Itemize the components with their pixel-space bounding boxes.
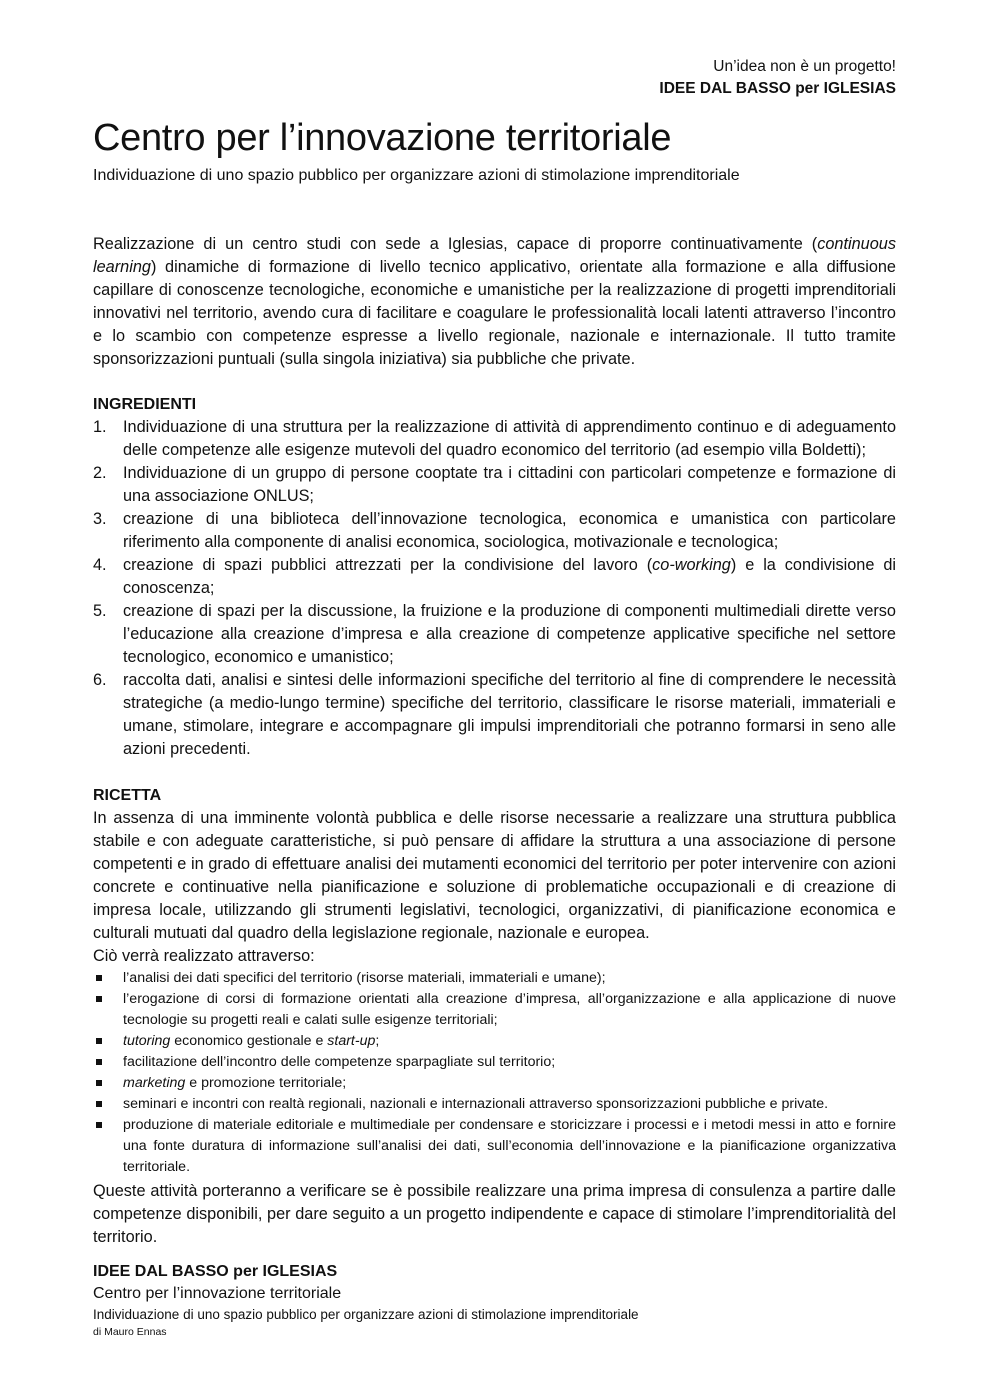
list-text: facilitazione dell’incontro delle competenze sparpagliate sul territorio; — [123, 1054, 556, 1070]
list-text: ; — [375, 1033, 380, 1049]
list-item — [93, 1052, 896, 1073]
page-footer — [93, 1261, 639, 1339]
list-text: produzione di materiale editoriale e multimediale per condensare e storicizzare i processi e i metodi messi in atto e fornire una fonte duratura di informazione sull’analisi dei dati, sull’economia dell’innovazione e la pianificazione organizzativa territoriale. — [123, 1117, 896, 1175]
list-text: creazione di spazi per la discussione, la fruizione e la produzione di componenti multimediali dirette verso l’educazione alla creazione d’impresa e alla creazione di competenze applicative specifiche nel settore tecnologico, economico e umanistico; — [123, 602, 896, 666]
footer-series: IDEE DAL BASSO per IGLESIAS — [93, 1263, 338, 1280]
list-item — [93, 508, 896, 554]
intro-text-a: Realizzazione di un centro studi con sede a Iglesias, capace di proporre continuativamente ( — [93, 235, 818, 253]
list-item — [93, 968, 896, 989]
list-number: 6. — [93, 671, 107, 689]
square-bullet-icon — [96, 1122, 102, 1128]
footer-title: Centro per l’innovazione territoriale — [93, 1285, 342, 1302]
square-bullet-icon — [96, 975, 102, 981]
list-item — [93, 1115, 896, 1178]
list-item — [93, 1073, 896, 1094]
list-text: creazione di spazi pubblici attrezzati per la condivisione del lavoro ( — [123, 556, 653, 574]
intro-text-b: ) dinamiche di formazione di livello tecnico applicativo, orientate alla formazione e alla diffusione capillare di conoscenze tecnologiche, economiche e umanistiche per la realizzazione di progetti imprenditoriali innovativi nel territorio, avendo cura di facilitare e coagulare le professionalità locali latenti attraverso l’incontro e lo scambio con competenze espresse a livello regionale, nazionale e internazionale. Il tutto tramite sponsorizzazioni puntuali (sulla singola iniziativa) sia pubbliche che private. — [93, 258, 896, 368]
square-bullet-icon — [96, 1080, 102, 1086]
ricetta-heading: RICETTA — [93, 787, 162, 804]
square-bullet-icon — [96, 1059, 102, 1065]
list-text: l’analisi dei dati specifici del territorio (risorse materiali, immateriali e umane); — [123, 970, 606, 986]
ingredienti-list — [93, 416, 896, 761]
list-item — [93, 554, 896, 600]
intro-italic: continuous learning — [93, 235, 896, 276]
document-title: Centro per l’innovazione territoriale — [93, 117, 672, 159]
list-text: Individuazione di un gruppo di persone cooptate tra i cittadini con particolari competenze e formazione di una associazione ONLUS; — [123, 464, 896, 505]
list-text: Individuazione di una struttura per la realizzazione di attività di apprendimento continuo e di adeguamento delle competenze alle esigenze mutevoli del quadro economico del territorio (ad esempio villa Boldetti); — [123, 418, 896, 459]
square-bullet-icon — [96, 1101, 102, 1107]
intro-paragraph — [93, 233, 896, 371]
header-tagline: Un’idea non è un progetto! — [713, 58, 896, 75]
square-bullet-icon — [96, 996, 102, 1002]
list-number: 5. — [93, 602, 107, 620]
list-text: l’erogazione di corsi di formazione orientati alla creazione d’impresa, all’organizzazione e alla applicazione di nuove tecnologie su progetti reali e calati sulle esigenze territoriali; — [123, 991, 896, 1028]
ricetta-lead: Ciò verrà realizzato attraverso: — [93, 947, 315, 965]
list-text-italic: start-up — [327, 1033, 376, 1049]
ricetta-paragraph: In assenza di una imminente volontà pubblica e delle risorse necessarie a realizzare una struttura pubblica stabile e con adeguate caratteristiche, si può pensare di affidare la struttura a una associazione di persone competenti e in grado di effettuare analisi dei mutamenti economici del territorio per poter intervenire con azioni concrete e continuative nella pianificazione e soluzione di problematiche occupazionali e di creazione di impresa locale, utilizzando gli strumenti legislativi, tecnologici, organizzativi, di pianificazione economica e culturali mutuati dal quadro della legislazione regionale, nazionale e europea. — [93, 809, 896, 942]
page-header — [659, 56, 896, 100]
ingredienti-heading: INGREDIENTI — [93, 396, 197, 413]
list-text: raccolta dati, analisi e sintesi delle informazioni specifiche del territorio al fine di comprendere le necessità strategiche (a medio-lungo termine) specifiche del territorio, classificare le risorse materiali, immateriali e umane, stimolare, integrare e accompagnare gli impulsi imprenditoriali che potranno formarsi in seno alle azioni precedenti. — [123, 671, 896, 758]
list-item — [93, 669, 896, 761]
list-item — [93, 1031, 896, 1052]
list-text-italic: marketing — [123, 1075, 186, 1091]
list-number: 3. — [93, 510, 107, 528]
square-bullet-icon — [96, 1038, 102, 1044]
list-text: economico gestionale e — [170, 1033, 328, 1049]
ricetta-bullet-list — [93, 968, 896, 1178]
list-text: seminari e incontri con realtà regionali, nazionali e internazionali attraverso sponsorizzazioni pubbliche e private. — [123, 1096, 829, 1112]
list-text-italic: co-working — [652, 556, 731, 574]
list-item — [93, 462, 896, 508]
list-number: 4. — [93, 556, 107, 574]
header-series: IDEE DAL BASSO per IGLESIAS — [659, 80, 896, 97]
list-number: 1. — [93, 418, 107, 436]
list-item — [93, 1094, 896, 1115]
list-text-italic: tutoring — [123, 1033, 171, 1049]
closing-paragraph: Queste attività porteranno a verificare se è possibile realizzare una prima impresa di consulenza a partire dalle competenze disponibili, per dare seguito a un progetto indipendente e capace di stimolare l’imprenditorialità del territorio. — [93, 1182, 896, 1246]
list-item — [93, 989, 896, 1031]
list-text: ) e la condivisione di conoscenza; — [123, 556, 896, 597]
list-number: 2. — [93, 464, 107, 482]
list-item — [93, 416, 896, 462]
list-text: e promozione territoriale; — [185, 1075, 347, 1091]
footer-subtitle: Individuazione di uno spazio pubblico per organizzare azioni di stimolazione imprenditoriale — [93, 1307, 639, 1322]
list-text: creazione di una biblioteca dell’innovazione tecnologica, economica e umanistica con particolare riferimento alla componente di analisi economica, sociologica, motivazionale e tecnologica; — [123, 510, 896, 551]
list-item — [93, 600, 896, 669]
document-subtitle: Individuazione di uno spazio pubblico per organizzare azioni di stimolazione imprenditoriale — [93, 167, 740, 184]
footer-author: di Mauro Ennas — [93, 1326, 167, 1338]
